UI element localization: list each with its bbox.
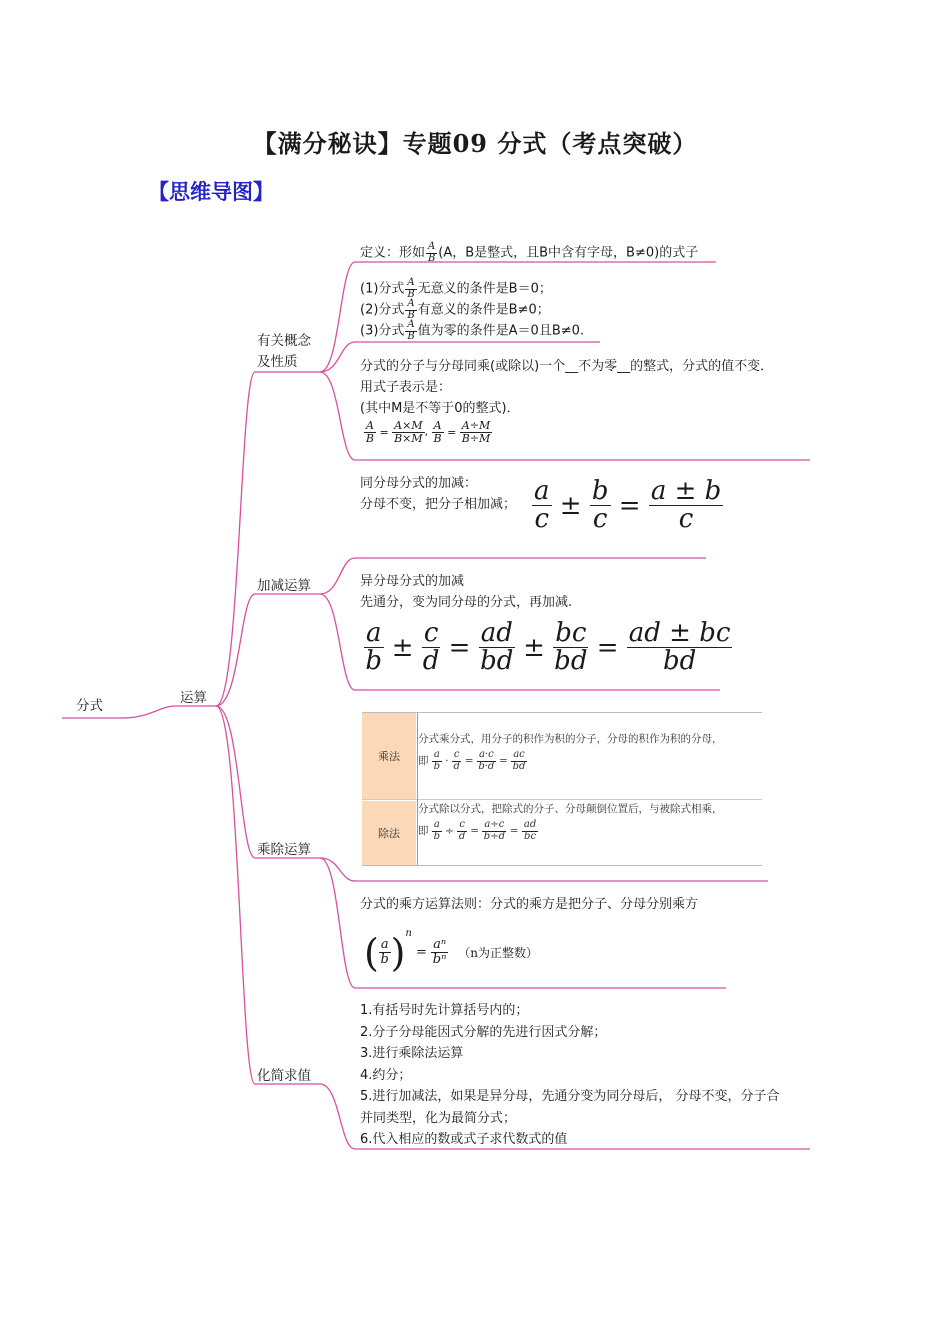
node-concepts: 有关概念 及性质 <box>257 333 311 370</box>
root-node: 分式 <box>76 698 103 714</box>
diff-denominator-rule: 先通分，变为同分母的分式，再加减. <box>360 595 573 610</box>
mul-label: 乘法 <box>362 713 416 799</box>
fraction-a-over-b: $\frac{A}{B}$ <box>407 319 415 342</box>
simplify-step: 并同类型，化为最简分式； <box>360 1110 517 1126</box>
fraction-a-over-b: $\frac{A}{B}$ <box>407 277 415 300</box>
div-label: 除法 <box>362 801 416 865</box>
simplify-step: 1.有括号时先计算括号内的； <box>360 1003 529 1018</box>
fraction-a-over-b: $\frac{A}{B}$ <box>427 241 436 264</box>
simplify-step: 4.约分； <box>360 1067 412 1083</box>
node-add-sub: 加减运算 <box>257 578 311 594</box>
same-denominator-title: 同分母分式的加减： <box>360 476 478 491</box>
definition-line: 定义：形如 $\frac{A}{B}$ (A，B是整式，且B中含有字母，B≠0)的式子 <box>360 241 699 264</box>
page-title: 【满分秘诀】专题09 分式（考点突破） <box>252 129 698 158</box>
property-line-2: 用式子表示是： <box>360 380 452 395</box>
mindmap-heading: 【思维导图】 <box>148 179 274 204</box>
diff-denominator-title: 异分母分式的加减 <box>360 574 465 589</box>
condition-2: (2)分式 $\frac{A}{B}$ 有意义的条件是B≠0； <box>360 298 550 321</box>
power-rule: 分式的乘方运算法则：分式的乘方是把分子、分母分别乘方 <box>360 897 699 912</box>
property-line-3: (其中M是不等于0的整式)． <box>360 401 520 416</box>
div-rule: 分式除以分式，把除式的分子、分母颠倒位置后，与被除式相乘， 即 $\frac{a}{b}$ ÷ $\frac{c}{d}$ = $\frac{a\div c}{b\div d}$ = $\frac{ad}{bc}$ <box>418 803 723 842</box>
simplify-step: 6.代入相应的数或式子求代数式的值 <box>360 1132 568 1147</box>
property-line-1: 分式的分子与分母同乘(或除以)一个__不为零__的整式，分式的值不变． <box>360 359 774 374</box>
property-formula: $\frac{A}{B}$ = $\frac{A\times M}{B\times M}$ , $\frac{A}{B}$ = $\frac{A\div M}{B\div M}$ <box>365 419 491 445</box>
simplify-step: 5.进行加减法，如果是异分母，先通分变为同分母后， 分母不变，分子合 <box>360 1089 780 1104</box>
node-mul-div: 乘除运算 <box>257 842 311 858</box>
simplify-step: 3.进行乘除法运算 <box>360 1046 464 1061</box>
condition-3: (3)分式 $\frac{A}{B}$ 值为零的条件是A＝0且B≠0. <box>360 319 585 342</box>
power-formula: ( $\frac{a}{b}$ )$^n$ = $\frac{\text{aⁿ}}{\text{bⁿ}}$ （n为正整数） <box>364 928 538 975</box>
same-denominator-rule: 分母不变，把分子相加减； <box>360 497 517 512</box>
fraction-a-over-b: $\frac{A}{B}$ <box>407 298 415 321</box>
same-denominator-formula: $\frac{a}{c}$ ± $\frac{b}{c}$ = $\frac{a \pm b}{c}$ <box>534 476 722 535</box>
mul-div-table <box>362 712 762 866</box>
simplify-steps <box>360 1000 780 1151</box>
branch-node-operations: 运算 <box>180 690 207 706</box>
mul-rule: 分式乘分式，用分子的积作为积的分子，分母的积作为积的分母， 即 $\frac{a}{b}$ · $\frac{c}{d}$ = $\frac{a\cdot c}{b\cdot d}$ = $\frac{ac}{bd}$ <box>418 733 723 772</box>
simplify-step: 2.分子分母能因式分解的先进行因式分解； <box>360 1024 607 1040</box>
condition-1: (1)分式 $\frac{A}{B}$ 无意义的条件是B＝0； <box>360 277 552 300</box>
node-simplify: 化简求值 <box>257 1068 311 1084</box>
diff-denominator-formula: $\frac{a}{b}$ ± $\frac{c}{d}$ = $\frac{ad}{bd}$ ± $\frac{bc}{bd}$ = $\frac{ad \pm bc}{bd}$ <box>365 618 731 677</box>
